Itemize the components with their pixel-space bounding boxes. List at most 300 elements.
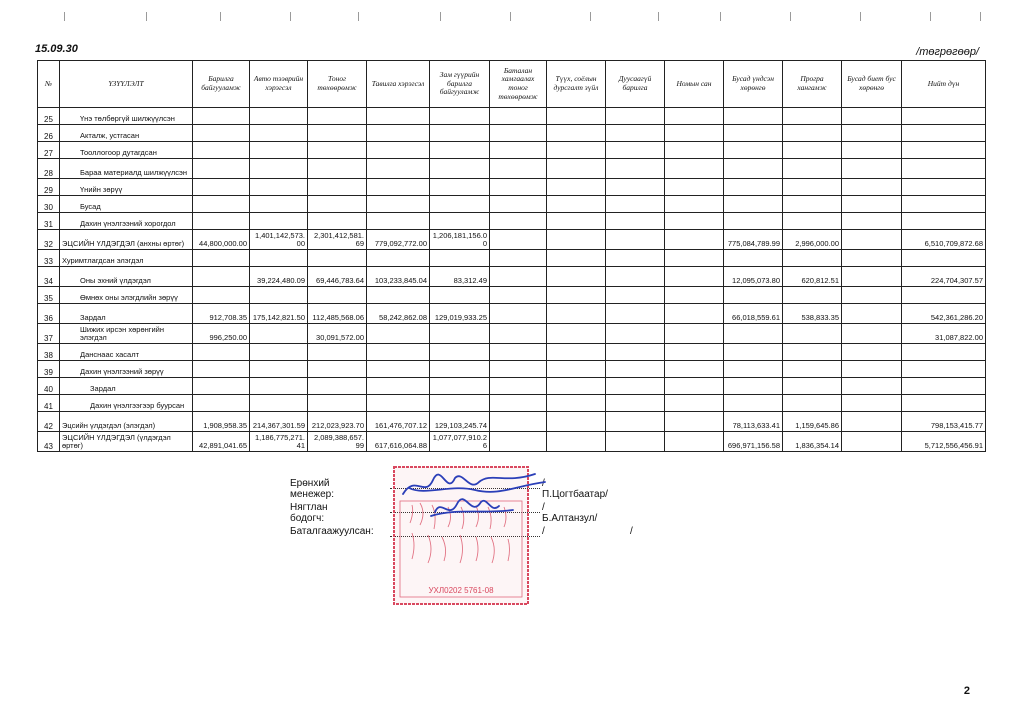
value-cell	[430, 179, 490, 196]
table-row	[38, 250, 986, 267]
value-cell	[783, 361, 842, 378]
value-cell	[250, 378, 308, 395]
row-label: ЭЦСИЙН ҮЛДЭГДЭЛ (үлдэгдэл өртөг)	[60, 432, 193, 452]
value-cell	[783, 378, 842, 395]
value-cell	[665, 432, 724, 452]
table-row	[38, 344, 986, 361]
value-cell: 538,833.35	[783, 304, 842, 324]
value-cell	[842, 432, 902, 452]
value-cell: 103,233,845.04	[367, 267, 430, 287]
value-cell	[783, 213, 842, 230]
value-cell	[902, 395, 986, 412]
row-number: 39	[38, 361, 60, 378]
value-cell: 696,971,156.58	[724, 432, 783, 452]
value-cell	[490, 213, 547, 230]
row-label: Үнэ төлбөргүй шилжүүлсэн	[60, 108, 193, 125]
value-cell	[665, 179, 724, 196]
value-cell	[193, 287, 250, 304]
value-cell	[367, 125, 430, 142]
table-row	[38, 361, 986, 378]
confirm-role: Баталгаажуулсан:	[290, 526, 374, 537]
value-cell: 6,510,709,872.68	[902, 230, 986, 250]
value-cell	[193, 250, 250, 267]
value-cell	[842, 250, 902, 267]
row-number: 32	[38, 230, 60, 250]
value-cell	[665, 108, 724, 125]
row-number: 25	[38, 108, 60, 125]
value-cell: 620,812.51	[783, 267, 842, 287]
value-cell: 1,908,958.35	[193, 412, 250, 432]
value-cell	[842, 159, 902, 179]
value-cell	[842, 230, 902, 250]
column-header: Номын сан	[665, 61, 724, 108]
column-header: Тавилга хэрэгсэл	[367, 61, 430, 108]
row-number: 33	[38, 250, 60, 267]
value-cell	[606, 159, 665, 179]
row-number: 34	[38, 267, 60, 287]
row-label: Тооллогоор дутагдсан	[60, 142, 193, 159]
row-label: Дахин үнэлгээний зөрүү	[60, 361, 193, 378]
value-cell	[430, 361, 490, 378]
value-cell	[842, 125, 902, 142]
value-cell	[606, 125, 665, 142]
value-cell	[193, 179, 250, 196]
table-row	[38, 142, 986, 159]
value-cell	[250, 344, 308, 361]
value-cell	[547, 267, 606, 287]
value-cell	[193, 395, 250, 412]
row-label: Оны эхний үлдэгдэл	[60, 267, 193, 287]
value-cell: 78,113,633.41	[724, 412, 783, 432]
row-label: Өмнөх оны элэгдлийн зөрүү	[60, 287, 193, 304]
value-cell	[547, 395, 606, 412]
row-label: Шижих ирсэн хөрөнгийн элэгдэл	[60, 324, 193, 344]
value-cell	[250, 250, 308, 267]
row-label: Данснаас хасалт	[60, 344, 193, 361]
value-cell	[665, 159, 724, 179]
value-cell: 2,089,388,657.99	[308, 432, 367, 452]
value-cell	[490, 230, 547, 250]
value-cell	[430, 344, 490, 361]
row-number: 26	[38, 125, 60, 142]
value-cell	[606, 179, 665, 196]
value-cell	[902, 378, 986, 395]
value-cell	[367, 196, 430, 213]
row-label: Үнийн зөрүү	[60, 179, 193, 196]
value-cell	[430, 125, 490, 142]
table-row	[38, 179, 986, 196]
value-cell	[902, 287, 986, 304]
value-cell	[842, 361, 902, 378]
value-cell	[547, 196, 606, 213]
value-cell	[665, 344, 724, 361]
manager-role: Ерөнхий менежер:	[290, 478, 334, 500]
value-cell: 112,485,568.06	[308, 304, 367, 324]
value-cell	[842, 142, 902, 159]
value-cell	[430, 159, 490, 179]
column-header: ҮЗҮҮЛЭЛТ	[60, 61, 193, 108]
confirm-name: /	[542, 526, 545, 537]
accountant-role: Нягтлан бодогч:	[290, 502, 328, 524]
value-cell	[367, 287, 430, 304]
value-cell	[430, 395, 490, 412]
value-cell	[547, 213, 606, 230]
value-cell: 1,077,077,910.26	[430, 432, 490, 452]
value-cell	[665, 125, 724, 142]
value-cell	[308, 108, 367, 125]
row-label: ЭЦСИЙН ҮЛДЭГДЭЛ (анхны өртөг)	[60, 230, 193, 250]
value-cell	[842, 267, 902, 287]
table-row	[38, 267, 986, 287]
value-cell	[783, 196, 842, 213]
value-cell	[842, 395, 902, 412]
value-cell	[547, 344, 606, 361]
column-header: Дуусаагүй барилга	[606, 61, 665, 108]
value-cell	[367, 213, 430, 230]
value-cell	[724, 213, 783, 230]
table-row	[38, 432, 986, 452]
column-header: №	[38, 61, 60, 108]
value-cell	[665, 142, 724, 159]
value-cell	[250, 125, 308, 142]
value-cell	[902, 344, 986, 361]
value-cell: 1,186,775,271.41	[250, 432, 308, 452]
value-cell	[606, 250, 665, 267]
table-row	[38, 378, 986, 395]
value-cell	[193, 108, 250, 125]
value-cell	[842, 412, 902, 432]
value-cell	[783, 159, 842, 179]
value-cell	[547, 230, 606, 250]
value-cell	[490, 125, 547, 142]
table-row	[38, 213, 986, 230]
value-cell	[902, 142, 986, 159]
value-cell	[490, 412, 547, 432]
value-cell	[193, 361, 250, 378]
row-number: 35	[38, 287, 60, 304]
value-cell: 69,446,783.64	[308, 267, 367, 287]
value-cell	[490, 159, 547, 179]
table-row	[38, 412, 986, 432]
value-cell: 83,312.49	[430, 267, 490, 287]
value-cell	[842, 378, 902, 395]
value-cell	[783, 250, 842, 267]
value-cell: 1,836,354.14	[783, 432, 842, 452]
row-label: Эцсийн үлдэгдэл (элэгдэл)	[60, 412, 193, 432]
row-number: 28	[38, 159, 60, 179]
value-cell	[490, 324, 547, 344]
row-number: 30	[38, 196, 60, 213]
row-number: 41	[38, 395, 60, 412]
value-cell: 175,142,821.50	[250, 304, 308, 324]
value-cell: 542,361,286.20	[902, 304, 986, 324]
value-cell	[606, 142, 665, 159]
value-cell: 129,019,933.25	[430, 304, 490, 324]
value-cell	[308, 179, 367, 196]
value-cell	[250, 287, 308, 304]
value-cell	[490, 432, 547, 452]
value-cell: 798,153,415.77	[902, 412, 986, 432]
column-header: Бусад үндсэн хөрөнгө	[724, 61, 783, 108]
accountant-name: /Б.Алтанзул/	[542, 502, 598, 524]
value-cell: 129,103,245.74	[430, 412, 490, 432]
value-cell	[250, 142, 308, 159]
value-cell	[724, 159, 783, 179]
value-cell	[490, 179, 547, 196]
value-cell	[724, 196, 783, 213]
row-number: 38	[38, 344, 60, 361]
table-row	[38, 230, 986, 250]
value-cell	[606, 304, 665, 324]
value-cell: 42,891,041.65	[193, 432, 250, 452]
value-cell: 31,087,822.00	[902, 324, 986, 344]
value-cell	[367, 159, 430, 179]
report-date: 15.09.30	[35, 43, 78, 55]
table-header-row	[38, 61, 986, 108]
value-cell	[902, 125, 986, 142]
value-cell	[902, 159, 986, 179]
row-label: Дахин үнэлгээний хорогдол	[60, 213, 193, 230]
value-cell	[367, 108, 430, 125]
value-cell	[308, 378, 367, 395]
value-cell	[783, 344, 842, 361]
value-cell	[606, 230, 665, 250]
value-cell	[547, 108, 606, 125]
value-cell	[724, 142, 783, 159]
value-cell	[490, 142, 547, 159]
value-cell: 617,616,064.88	[367, 432, 430, 452]
value-cell	[783, 125, 842, 142]
row-label: Зардал	[60, 378, 193, 395]
value-cell: 58,242,862.08	[367, 304, 430, 324]
value-cell	[842, 324, 902, 344]
table-row	[38, 287, 986, 304]
value-cell	[367, 361, 430, 378]
value-cell: 996,250.00	[193, 324, 250, 344]
table-row	[38, 304, 986, 324]
value-cell: 212,023,923.70	[308, 412, 367, 432]
table-row	[38, 125, 986, 142]
value-cell: 214,367,301.59	[250, 412, 308, 432]
value-cell	[367, 179, 430, 196]
row-label: Бараа материалд шилжүүлсэн	[60, 159, 193, 179]
value-cell: 224,704,307.57	[902, 267, 986, 287]
row-number: 31	[38, 213, 60, 230]
row-label: Дахин үнэлгээгээр буурсан	[60, 395, 193, 412]
value-cell: 779,092,772.00	[367, 230, 430, 250]
value-cell: 30,091,572.00	[308, 324, 367, 344]
value-cell: 66,018,559.61	[724, 304, 783, 324]
value-cell	[606, 324, 665, 344]
value-cell	[606, 432, 665, 452]
value-cell: 44,800,000.00	[193, 230, 250, 250]
value-cell	[547, 378, 606, 395]
row-label: Зардал	[60, 304, 193, 324]
value-cell	[783, 324, 842, 344]
value-cell	[547, 142, 606, 159]
value-cell	[783, 108, 842, 125]
row-number: 42	[38, 412, 60, 432]
value-cell	[250, 159, 308, 179]
value-cell: 39,224,480.09	[250, 267, 308, 287]
value-cell	[250, 395, 308, 412]
value-cell	[547, 361, 606, 378]
value-cell	[724, 250, 783, 267]
value-cell	[308, 395, 367, 412]
value-cell	[606, 378, 665, 395]
value-cell	[724, 179, 783, 196]
value-cell	[430, 287, 490, 304]
value-cell	[606, 344, 665, 361]
value-cell	[430, 250, 490, 267]
value-cell	[724, 324, 783, 344]
value-cell	[490, 344, 547, 361]
value-cell	[308, 159, 367, 179]
value-cell	[724, 344, 783, 361]
value-cell	[490, 108, 547, 125]
currency-unit-note: /төгрөгөөр/	[916, 46, 979, 58]
value-cell	[724, 361, 783, 378]
value-cell	[665, 230, 724, 250]
value-cell	[606, 361, 665, 378]
value-cell	[724, 108, 783, 125]
value-cell: 1,401,142,573.00	[250, 230, 308, 250]
value-cell	[308, 287, 367, 304]
value-cell	[902, 250, 986, 267]
value-cell	[430, 142, 490, 159]
value-cell	[606, 196, 665, 213]
value-cell	[430, 108, 490, 125]
value-cell	[250, 213, 308, 230]
column-header: Авто тээврийн хэрэгсэл	[250, 61, 308, 108]
column-header: Барилга байгууламж	[193, 61, 250, 108]
value-cell: 2,996,000.00	[783, 230, 842, 250]
manager-name: /П.Цогтбаатар/	[542, 478, 608, 500]
value-cell	[490, 395, 547, 412]
value-cell	[547, 250, 606, 267]
column-header: Баталан хамгаалах тоног төхөөрөмж	[490, 61, 547, 108]
value-cell	[490, 361, 547, 378]
value-cell	[902, 213, 986, 230]
value-cell	[783, 142, 842, 159]
value-cell	[783, 287, 842, 304]
value-cell	[367, 250, 430, 267]
value-cell	[783, 179, 842, 196]
value-cell	[490, 287, 547, 304]
value-cell	[842, 108, 902, 125]
value-cell	[490, 304, 547, 324]
value-cell	[665, 213, 724, 230]
value-cell	[250, 196, 308, 213]
confirm-name-end: /	[630, 526, 633, 537]
value-cell	[193, 267, 250, 287]
value-cell	[665, 287, 724, 304]
column-header: Тоног төхөөрөмж	[308, 61, 367, 108]
value-cell	[547, 324, 606, 344]
table-row	[38, 324, 986, 344]
value-cell	[724, 395, 783, 412]
value-cell	[665, 378, 724, 395]
value-cell	[842, 179, 902, 196]
row-label: Акталж, устгасан	[60, 125, 193, 142]
column-header: Түүх, соёлын дурсгалт зүйл	[547, 61, 606, 108]
column-header: Бусад биет бус хөрөнгө	[842, 61, 902, 108]
value-cell	[367, 395, 430, 412]
value-cell	[665, 395, 724, 412]
value-cell	[606, 267, 665, 287]
value-cell	[430, 324, 490, 344]
value-cell	[430, 378, 490, 395]
table-row	[38, 108, 986, 125]
value-cell	[547, 412, 606, 432]
value-cell	[490, 378, 547, 395]
value-cell	[547, 304, 606, 324]
value-cell	[724, 287, 783, 304]
value-cell	[308, 196, 367, 213]
value-cell	[783, 395, 842, 412]
value-cell	[250, 324, 308, 344]
value-cell: 912,708.35	[193, 304, 250, 324]
value-cell	[902, 196, 986, 213]
row-label: Бусад	[60, 196, 193, 213]
row-number: 43	[38, 432, 60, 452]
value-cell: 1,159,645.86	[783, 412, 842, 432]
row-number: 29	[38, 179, 60, 196]
fixed-assets-table	[37, 60, 986, 452]
handwritten-signatures	[395, 468, 555, 528]
value-cell	[308, 213, 367, 230]
value-cell	[902, 179, 986, 196]
stamp-text: УХЛ0202 5761-08	[428, 586, 494, 595]
row-number: 37	[38, 324, 60, 344]
value-cell: 1,206,181,156.00	[430, 230, 490, 250]
value-cell	[902, 361, 986, 378]
row-number: 36	[38, 304, 60, 324]
value-cell	[367, 344, 430, 361]
value-cell	[547, 159, 606, 179]
value-cell	[367, 324, 430, 344]
value-cell: 2,301,412,581.69	[308, 230, 367, 250]
value-cell	[490, 267, 547, 287]
value-cell: 775,084,789.99	[724, 230, 783, 250]
value-cell	[547, 432, 606, 452]
value-cell	[842, 287, 902, 304]
value-cell	[308, 125, 367, 142]
table-row	[38, 196, 986, 213]
value-cell	[842, 213, 902, 230]
value-cell	[665, 304, 724, 324]
value-cell	[308, 250, 367, 267]
value-cell	[193, 213, 250, 230]
value-cell	[430, 196, 490, 213]
value-cell	[665, 196, 724, 213]
row-label: Хуримтлагдсан элэгдэл	[60, 250, 193, 267]
value-cell	[308, 361, 367, 378]
value-cell	[547, 125, 606, 142]
value-cell	[547, 179, 606, 196]
value-cell	[193, 196, 250, 213]
value-cell: 5,712,556,456.91	[902, 432, 986, 452]
value-cell	[547, 287, 606, 304]
value-cell	[193, 159, 250, 179]
column-header: Зам гүүрийн барилга байгууламж	[430, 61, 490, 108]
value-cell	[250, 108, 308, 125]
value-cell	[842, 304, 902, 324]
value-cell	[250, 361, 308, 378]
value-cell	[367, 142, 430, 159]
row-number: 27	[38, 142, 60, 159]
scan-tick-marks	[40, 12, 994, 22]
